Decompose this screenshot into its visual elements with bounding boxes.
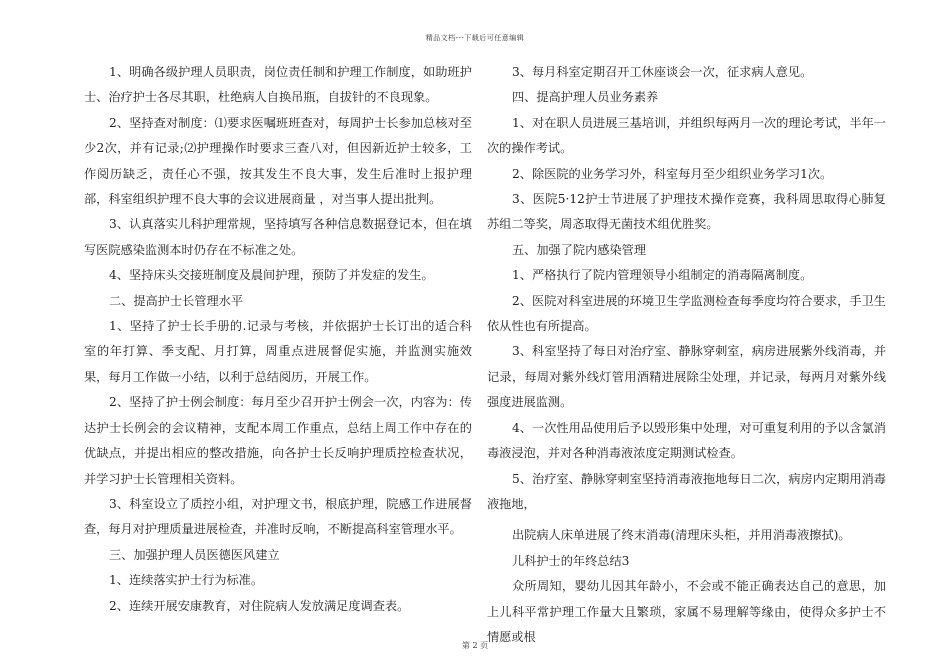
page-header: 精品文档---下载后可任意编辑 [425,34,525,42]
section-heading: 四、提高护理人员业务素养 [512,90,659,105]
page-number: 第 2 页 [461,641,489,650]
paragraph: 1、明确各级护理人员职责，岗位责任制和护理工作制度，如助班护士、治疗护士各尽其职，杜绝病人自换吊瓶，自拔针的不良现象。 [84,65,472,105]
paragraph: 3、每月科室定期召开工休座谈会一次，征求病人意见。 [512,65,813,79]
right-column [487,60,886,650]
paragraph: 2、医院对科室进展的环境卫生学监测检查每季度均符合要求，手卫生依从性也有所提高。 [487,293,886,334]
section-heading: 三、加强护理人员医德医风建立 [109,547,280,562]
paragraph: 众所周知，婴幼儿因其年龄小，不会或不能正确表达自己的意思，加上儿科平常护理工作量大且繁琐，家属不易理解等缘由，使得众多护士不情愿或根 [487,579,886,644]
paragraph: 5、治疗室、静脉穿刺室坚持消毒液拖地每日二次，病房内定期用消毒液拖地， [487,471,886,511]
paragraph: 3、科室设立了质控小组，对护理文书，根底护理，院感工作进展督查，每月对护理质量进展检查，并准时反响，不断提高科室管理水平。 [84,496,472,537]
paragraph: 3、认真落实儿科护理常规，坚持填写各种信息数据登记本，但在填写医院感染监测本时仍存在不标准之处。 [84,217,472,257]
paragraph: 3、医院5·12护士节进展了护理技术操作竞赛，我科周思取得心肺复苏组二等奖，周忞取得无菌技术组优胜奖。 [487,192,886,232]
left-column [84,60,472,619]
paragraph: 3、科室坚持了每日对治疗室、静脉穿刺室，病房进展紫外线消毒，并记录，每周对紫外线灯管用酒精进展除尘处理，并记录，每两月对紫外线强度进展监测。 [487,344,886,410]
section-title: 儿科护士的年终总结3 [512,553,630,568]
section-heading: 二、提高护士长管理水平 [109,293,244,308]
paragraph: 2、除医院的业务学习外，科室每月至少组织业务学习1次。 [512,166,833,181]
paragraph: 4、一次性用品使用后予以毁形集中处理，对可重复利用的予以含氯消毒液浸泡，并对各种消毒液浓度定期测试检查。 [487,420,886,461]
paragraph: 1、严格执行了院内管理领导小组制定的消毒隔离制度。 [512,268,813,283]
section-heading: 五、加强了院内感染管理 [512,242,647,257]
paragraph: 出院病人床单进展了终末消毒(清理床头柜，并用消毒液擦拭)。 [512,528,851,543]
paragraph: 1、对在职人员进展三基培训，并组织每两月一次的理论考试，半年一次的操作考试。 [487,115,886,156]
paragraph: 1、坚持了护士长手册的.记录与考核，并依据护士长订出的适合科室的年打算、季支配、月打算，周重点进展督促实施，并监测实施效果，每月工作做一小结，以利于总结阅历，开展工作。 [84,319,472,384]
paragraph: 4、坚持床头交接班制度及晨间护理，预防了并发症的发生。 [109,268,434,283]
paragraph: 2、坚持了护士例会制度：每月至少召开护士例会一次，内容为：传达护士长例会的会议精神，支配本周工作重点，总结上周工作中存在的优缺点，并提出相应的整改措施，向各护士长反响护理质控检查状况，并学习护士长管理相关资料。 [84,395,472,486]
paragraph: 2、坚持查对制度：⑴要求医嘱班班查对，每周护士长参加总核对至少2次，并有记录;⑵护理操作时要求三查八对，但因新近护士较多，工作阅历缺乏，责任心不强，按其发生不良大事，发生后准时上报护理部，科室组织护理不良大事的会议进展商量 ，对当事人提出批判。 [84,115,472,207]
paragraph: 1、连续落实护士行为标准。 [109,573,264,588]
paragraph: 2、连续开展安康教育，对住院病人发放满足度调查表。 [109,598,410,613]
